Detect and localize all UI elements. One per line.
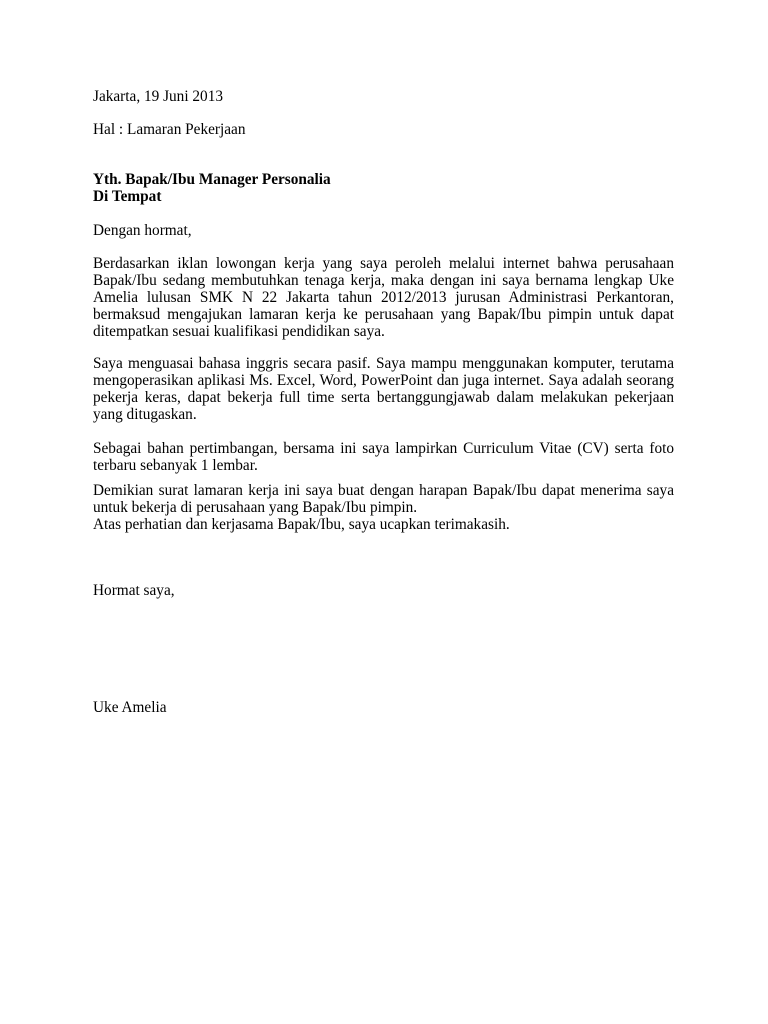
date-line: Jakarta, 19 Juni 2013 <box>93 88 224 105</box>
body-paragraph-5: Atas perhatian dan kerjasama Bapak/Ibu, saya ucapkan terimakasih. <box>93 516 510 533</box>
signature-name: Uke Amelia <box>93 699 167 716</box>
recipient-location: Di Tempat <box>93 188 162 205</box>
recipient-title: Yth. Bapak/Ibu Manager Personalia <box>93 171 331 188</box>
closing: Hormat saya, <box>93 582 175 599</box>
body-paragraph-4: Demikian surat lamaran kerja ini saya buat dengan harapan Bapak/Ibu dapat menerima saya untuk bekerja di perusahaan yang Bapak/Ibu pimpin. <box>93 482 674 516</box>
subject-line: Hal : Lamaran Pekerjaan <box>93 121 246 138</box>
body-paragraph-2: Saya menguasai bahasa inggris secara pasif. Saya mampu menggunakan komputer, terutama mengoperasikan aplikasi Ms. Excel, Word, PowerPoint dan juga internet. Saya adalah seorang pekerja keras, dapat bekerja full time serta bertanggungjawab dalam melakukan pekerjaan yang ditugaskan. <box>93 355 674 423</box>
salutation: Dengan hormat, <box>93 222 192 239</box>
body-paragraph-3: Sebagai bahan pertimbangan, bersama ini saya lampirkan Curriculum Vitae (CV) serta foto terbaru sebanyak 1 lembar. <box>93 440 674 474</box>
body-paragraph-1: Berdasarkan iklan lowongan kerja yang saya peroleh melalui internet bahwa perusahaan Bapak/Ibu sedang membutuhkan tenaga kerja, maka dengan ini saya bernama lengkap Uke Amelia lulusan SMK N 22 Jakarta tahun 2012/2013 jurusan Administrasi Perkantoran, bermaksud mengajukan lamaran kerja ke perusahaan yang Bapak/Ibu pimpin untuk dapat ditempatkan sesuai kualifikasi pendidikan saya. <box>93 255 674 340</box>
